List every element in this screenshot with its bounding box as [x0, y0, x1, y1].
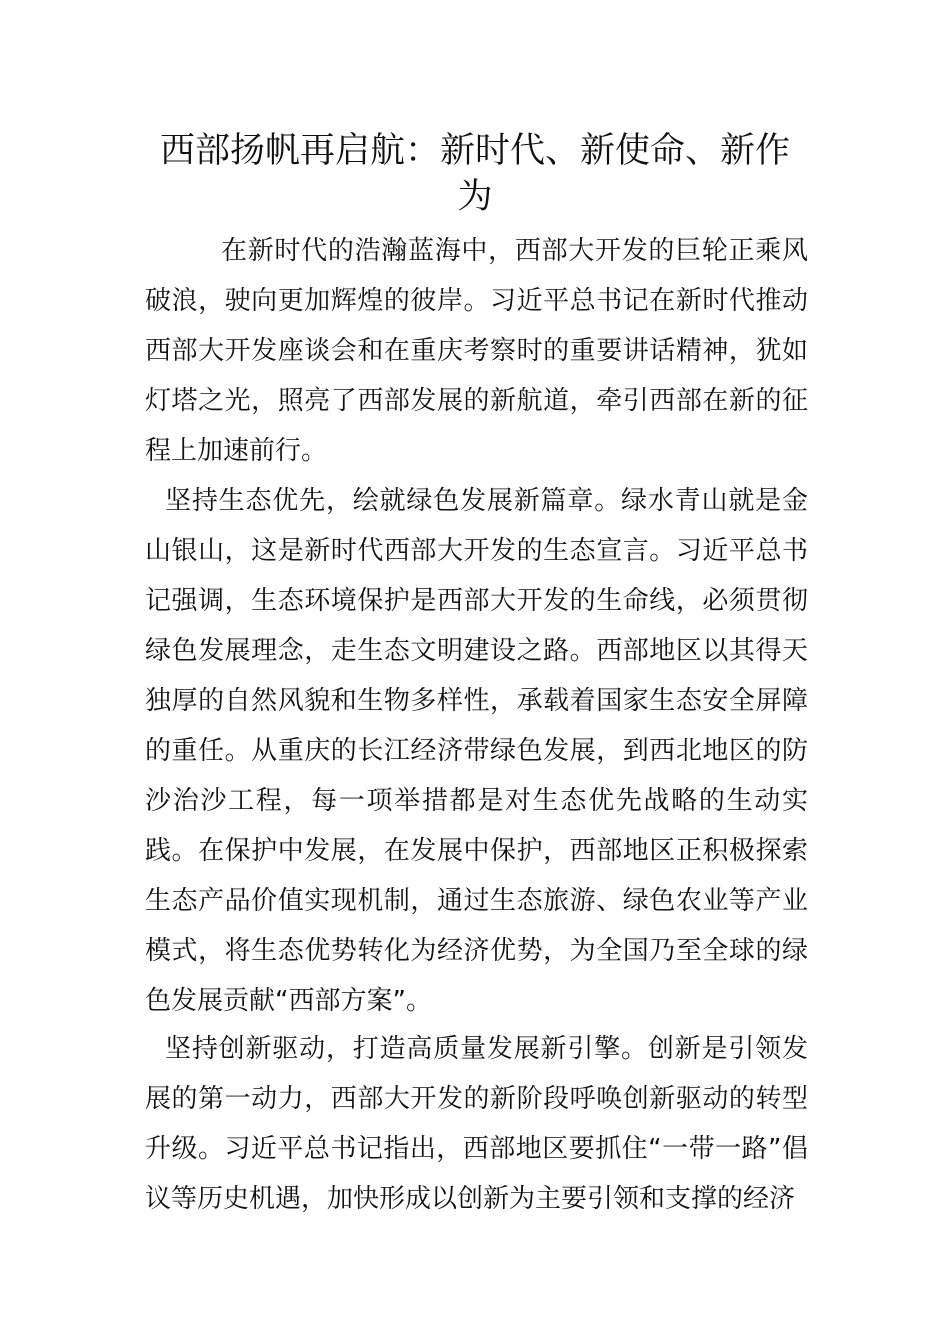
paragraph-innovation: 坚持创新驱动，打造高质量发展新引擎。创新是引领发展的第一动力，西部大开发的新阶段呼唤创新驱动的转型升级。习近平总书记指出，西部地区要抓住“一带一路”倡议等历史机遇，加快形成以创新为主要引领和支撑的经济	[145, 1034, 808, 1214]
paragraph-ecology: 坚持生态优先，绘就绿色发展新篇章。绿水青山就是金山银山，这是新时代西部大开发的生态宣言。习近平总书记强调，生态环境保护是西部大开发的生命线，必须贯彻绿色发展理念，走生态文明建设之路。西部地区以其得天独厚的自然风貌和生物多样性，承载着国家生态安全屏障的重任。从重庆的长江经济带绿色发展，到西北地区的防沙治沙工程，每一项举措都是对生态优先战略的生动实践。在保护中发展，在发展中保护，西部地区正积极探索生态产品价值实现机制，通过生态旅游、绿色农业等产业模式，将生态优势转化为经济优势，为全国乃至全球的绿色发展贡献“西部方案”。	[145, 486, 808, 1016]
paragraph-intro: 在新时代的浩瀚蓝海中，西部大开发的巨轮正乘风破浪，驶向更加辉煌的彼岸。习近平总书记在新时代推动西部大开发座谈会和在重庆考察时的重要讲话精神，犹如灯塔之光，照亮了西部发展的新航道，牵引西部在新的征程上加速前行。	[145, 236, 808, 466]
document-title: 西部扬帆再启航：新时代、新使命、新作为	[159, 131, 790, 217]
